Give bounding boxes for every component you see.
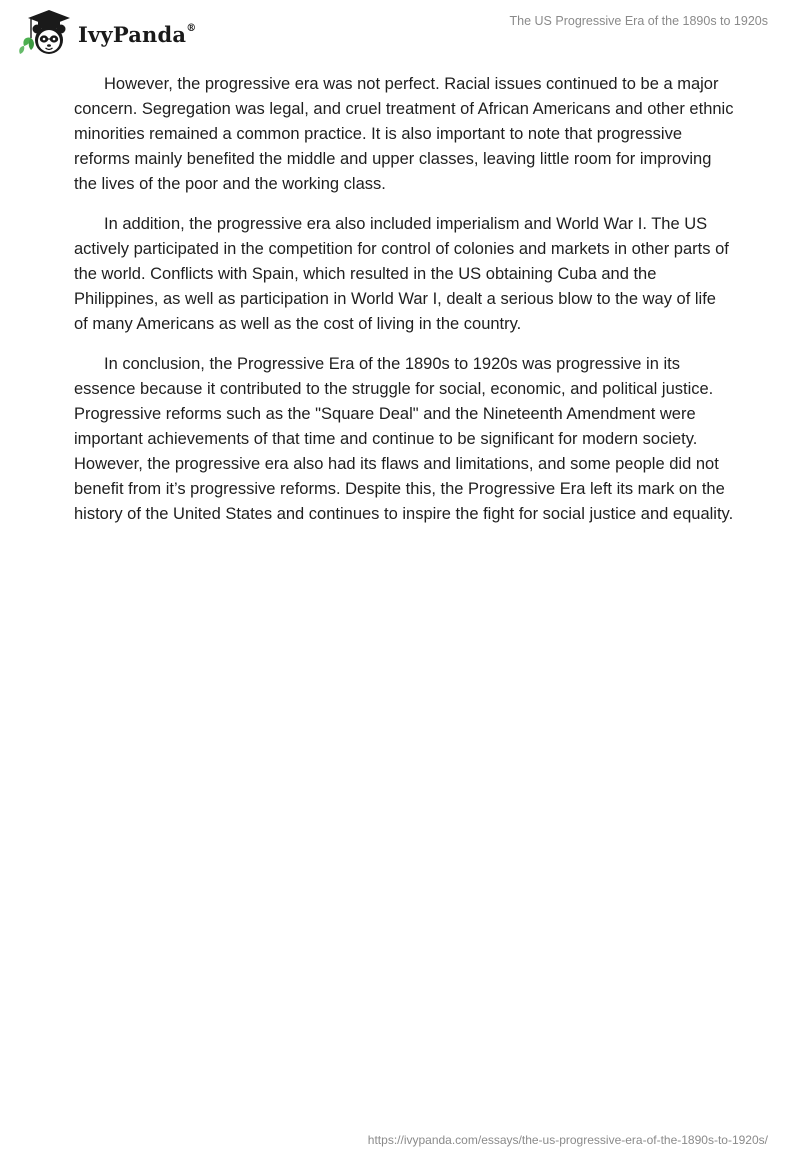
page-header (0, 0, 800, 70)
registered-mark: ® (186, 22, 197, 34)
brand-name: IvyPanda® (78, 21, 197, 47)
essay-body (74, 72, 734, 542)
ivypanda-logo[interactable] (14, 8, 196, 58)
paragraph: In addition, the progressive era also included imperialism and World War I. The US actively participated in the competition for control of colonies and markets in other parts of the world. Conflicts with Spain, which resulted in the US obtaining Cuba and the Philippines, as well as participation in World War I, dealt a serious blow to the way of life of many Americans as well as the cost of living in the country. (74, 215, 729, 333)
paragraph: However, the progressive era was not perfect. Racial issues continued to be a major concern. Segregation was legal, and cruel treatment of African Americans and other ethnic minorities remained a common practice. It is also important to note that progressive reforms mainly benefited the middle and upper classes, leaving little room for improving the lives of the poor and the working class. (74, 75, 734, 193)
document-title: The US Progressive Era of the 1890s to 1920s (509, 14, 768, 28)
panda-graduation-cap-icon (14, 8, 76, 58)
paragraph: In conclusion, the Progressive Era of the 1890s to 1920s was progressive in its essence because it contributed to the struggle for social, economic, and political justice. Progressive reforms such as the "Square Deal" and the Nineteenth Amendment were important achievements of that time and continue to be significant for modern society. However, the progressive era also had its flaws and limitations, and some people did not benefit from it’s progressive reforms. Despite this, the Progressive Era left its mark on the history of the United States and continues to inspire the fight for social justice and equality. (74, 355, 734, 523)
source-url[interactable]: https://ivypanda.com/essays/the-us-progressive-era-of-the-1890s-to-1920s/ (367, 1133, 768, 1147)
